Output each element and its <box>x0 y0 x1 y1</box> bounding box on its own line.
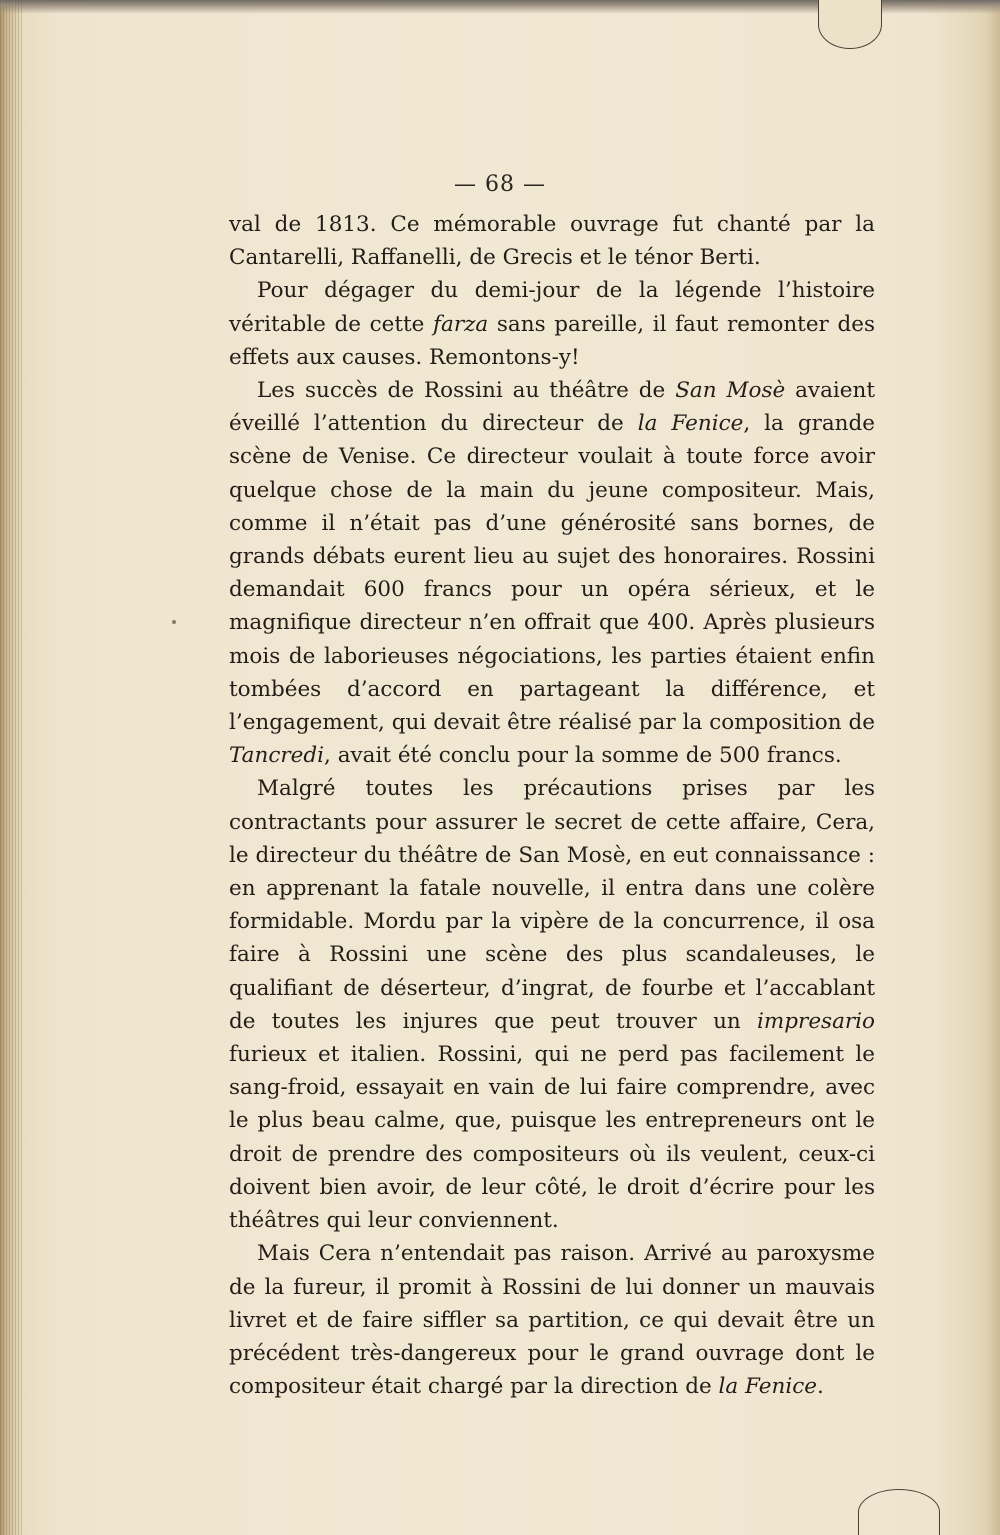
italic-text: impresario <box>757 1008 875 1034</box>
paper-speck <box>172 620 176 624</box>
italic-text: la Fenice <box>718 1374 817 1400</box>
italic-text: farza <box>433 311 489 337</box>
page-corner-curl <box>818 0 882 49</box>
paragraph <box>229 274 875 374</box>
text-run: Pour dégager du demi-jour de la légende l’histoire véritable de cette <box>229 278 875 337</box>
text-run: Mais Cera n’entendait pas raison. Arrivé au paroxysme de la fureur, il promit à Rossini de lui donner un mauvais livret et de faire siffler sa partition, ce qui devait être un précédent très-dangereux pour le grand ouvrage dont le compositeur était chargé par la direction de <box>229 1241 875 1400</box>
text-run: Les succès de Rossini au théâtre de <box>257 378 676 404</box>
text-run: Malgré toutes les précautions prises par les contractants pour assurer le secret de cette affaire, Cera, le directeur du théâtre de San Mosè, en eut connaissance : en apprenant la fatale nouvelle, il entra dans une colère formidable. Mordu par la vipère de la concurrence, il osa faire à Rossini une scène des plus scandaleuses, le qualifiant de déserteur, d’ingrat, de fourbe et l’accablant de toutes les injures que peut trouver un <box>229 776 875 1034</box>
page-bottom-curl <box>858 1489 940 1535</box>
text-run: . <box>817 1374 824 1400</box>
page-number: — 68 — <box>454 172 546 197</box>
text-run: val de 1813. Ce mémorable ouvrage fut chanté par la Cantarelli, Raffanelli, de Grecis et le ténor Berti. <box>229 212 875 271</box>
page-left-edge <box>0 0 22 1535</box>
text-run: furieux et italien. Rossini, qui ne perd pas facilement le sang-froid, essayait en vain de lui faire comprendre, avec le plus beau calme, que, puisque les entrepreneurs ont le droit de prendre des compositeurs où ils veulent, ceux-ci doivent bien avoir, de leur côté, le droit d’écrire pour les théâtres qui leur conviennent. <box>229 1042 875 1234</box>
italic-text: Tancredi <box>229 743 325 769</box>
paragraph <box>229 208 875 274</box>
text-run: sans pareille, il faut remonter des effets aux causes. Remontons-y! <box>229 311 875 370</box>
paragraph <box>229 1237 875 1403</box>
paragraph <box>229 374 875 772</box>
paragraph <box>229 772 875 1237</box>
italic-text: la Fenice <box>637 411 744 437</box>
text-run: , la grande scène de Venise. Ce directeur voulait à toute force avoir quelque chose de la main du jeune compositeur. Mais, comme il n’était pas d’une générosité sans bornes, de grands débats eurent lieu au sujet des honoraires. Rossini demandait 600 francs pour un opéra sérieux, et le magnifique directeur n’en offrait que 400. Après plusieurs mois de laborieuses négociations, les parties étaient enfin tombées d’accord en partageant la différence, et l’engagement, qui devait être réalisé par la composition de <box>229 411 876 736</box>
body-text <box>229 208 875 1403</box>
italic-text: San Mosè <box>675 378 786 404</box>
text-run: avaient éveillé l’attention du directeur de <box>229 378 875 437</box>
text-run: , avait été conclu pour la somme de 500 francs. <box>324 743 842 769</box>
